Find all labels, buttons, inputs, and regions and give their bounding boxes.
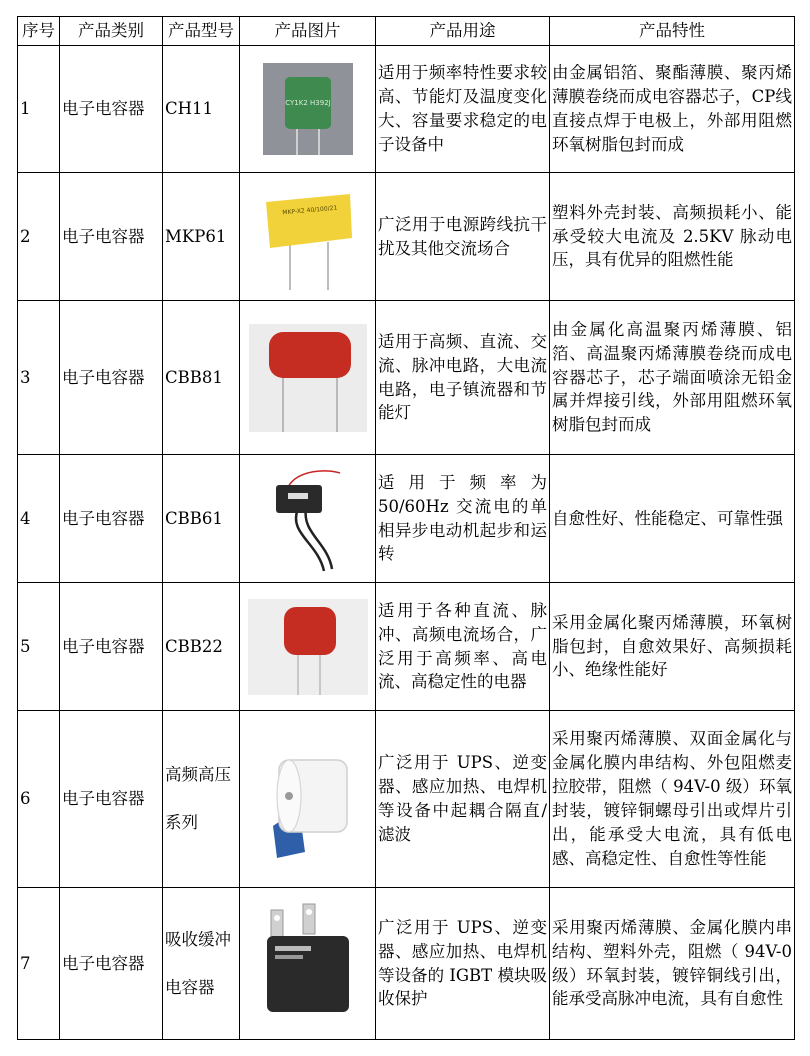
header-image: 产品图片 — [240, 17, 376, 46]
table-row — [18, 711, 795, 888]
product-model: CBB22 — [163, 583, 240, 711]
row-number: 2 — [18, 173, 60, 301]
product-use: 广泛用于 UPS、逆变器、感应加热、电焊机等设备的 IGBT 模块吸收保护 — [376, 888, 550, 1040]
product-category: 电子电容器 — [60, 711, 163, 888]
table-row — [18, 173, 795, 301]
header-model: 产品型号 — [163, 17, 240, 46]
header-row — [18, 17, 795, 46]
product-category: 电子电容器 — [60, 455, 163, 583]
row-number: 3 — [18, 301, 60, 455]
product-model: 吸收缓冲电容器 — [163, 888, 240, 1040]
black-snubber-capacitor-image — [253, 902, 363, 1026]
header-no: 序号 — [18, 17, 60, 46]
capacitor-marking: MKP-X2 40/100/21 — [281, 204, 338, 216]
product-model: MKP61 — [163, 173, 240, 301]
header-category: 产品类别 — [60, 17, 163, 46]
product-use: 适用于频率特性要求较高、节能灯及温度变化大、容量要求稳定的电子设备中 — [376, 46, 550, 173]
table-row — [18, 301, 795, 455]
red-cbb22-capacitor-image — [248, 599, 368, 695]
product-model: CH11 — [163, 46, 240, 173]
table-row — [18, 455, 795, 583]
product-feature: 采用聚丙烯薄膜、双面金属化与 金属化膜内串结构、外包阻燃麦 拉胶带，阻燃（ 94V-0 级）环氧 封装，镀锌铜螺母引出或焊片引 出，能承受大电流，具有低电感、高稳定性、自愈性等性能 — [550, 711, 795, 888]
product-use: 适用于高频、直流、交流、脉冲电路，大电流电路，电子镇流器和节能灯 — [376, 301, 550, 455]
product-model: CBB61 — [163, 455, 240, 583]
product-model: CBB81 — [163, 301, 240, 455]
product-feature: 采用聚丙烯薄膜、金属化膜内串 结构、塑料外壳，阻燃（ 94V-0 级）环氧封装，镀锌铜线引出， 能承受高脉冲电流，具有自愈性 — [550, 888, 795, 1040]
product-feature: 自愈性好、性能稳定、可靠性强 — [550, 455, 795, 583]
product-feature: 由金属铝箔、聚酯薄膜、聚丙烯薄膜卷绕而成电容器芯子，CP线直接点焊于电极上，外部用阻燃环氧树脂包封而成 — [550, 46, 795, 173]
product-category: 电子电容器 — [60, 888, 163, 1040]
white-cylinder-capacitor-image — [253, 734, 363, 864]
row-number: 1 — [18, 46, 60, 173]
header-use: 产品用途 — [376, 17, 550, 46]
product-model: 高频高压系列 — [163, 711, 240, 888]
row-number: 6 — [18, 711, 60, 888]
product-image — [240, 173, 376, 301]
row-number: 7 — [18, 888, 60, 1040]
product-feature: 采用金属化聚丙烯薄膜，环氧树 脂包封，自愈效果好、高频损耗 小、绝缘性能好 — [550, 583, 795, 711]
yellow-capacitor-image — [258, 182, 358, 292]
row-number: 4 — [18, 455, 60, 583]
product-use: 适用于各种直流、脉冲、高频电流场合，广泛用于高频率、高电流、高稳定性的电器 — [376, 583, 550, 711]
header-feature: 产品特性 — [550, 17, 795, 46]
product-image — [240, 888, 376, 1040]
table-row — [18, 888, 795, 1040]
product-category: 电子电容器 — [60, 583, 163, 711]
capacitor-marking: CY1K2 H392J — [284, 99, 331, 107]
row-number: 5 — [18, 583, 60, 711]
product-feature: 由金属化高温聚丙烯薄膜、铝箔、高温聚丙烯薄膜卷绕而成电容器芯子，芯子端面喷涂无铅金属并焊接引线，外部用阻燃环氧树脂包封而成 — [550, 301, 795, 455]
product-image — [240, 583, 376, 711]
product-category: 电子电容器 — [60, 173, 163, 301]
product-image — [240, 301, 376, 455]
green-capacitor-image — [263, 63, 353, 155]
product-use: 适用于频率为50/60Hz 交流电的单相异步电动机起步和运转 — [376, 455, 550, 583]
product-image — [240, 455, 376, 583]
red-capacitor-image — [249, 324, 367, 432]
product-use: 广泛用于电源跨线抗干扰及其他交流场合 — [376, 173, 550, 301]
product-category: 电子电容器 — [60, 46, 163, 173]
product-feature: 塑料外壳封装、高频损耗小、能承受较大电流及 2.5KV 脉动电压，具有优异的阻燃性能 — [550, 173, 795, 301]
black-capacitor-image — [258, 463, 358, 575]
product-category: 电子电容器 — [60, 301, 163, 455]
product-image — [240, 711, 376, 888]
product-use: 广泛用于 UPS、逆变器、感应加热、电焊机等设备中起耦合隔直/滤波 — [376, 711, 550, 888]
product-table — [17, 16, 795, 1040]
product-image — [240, 46, 376, 173]
table-row — [18, 583, 795, 711]
table-row — [18, 46, 795, 173]
